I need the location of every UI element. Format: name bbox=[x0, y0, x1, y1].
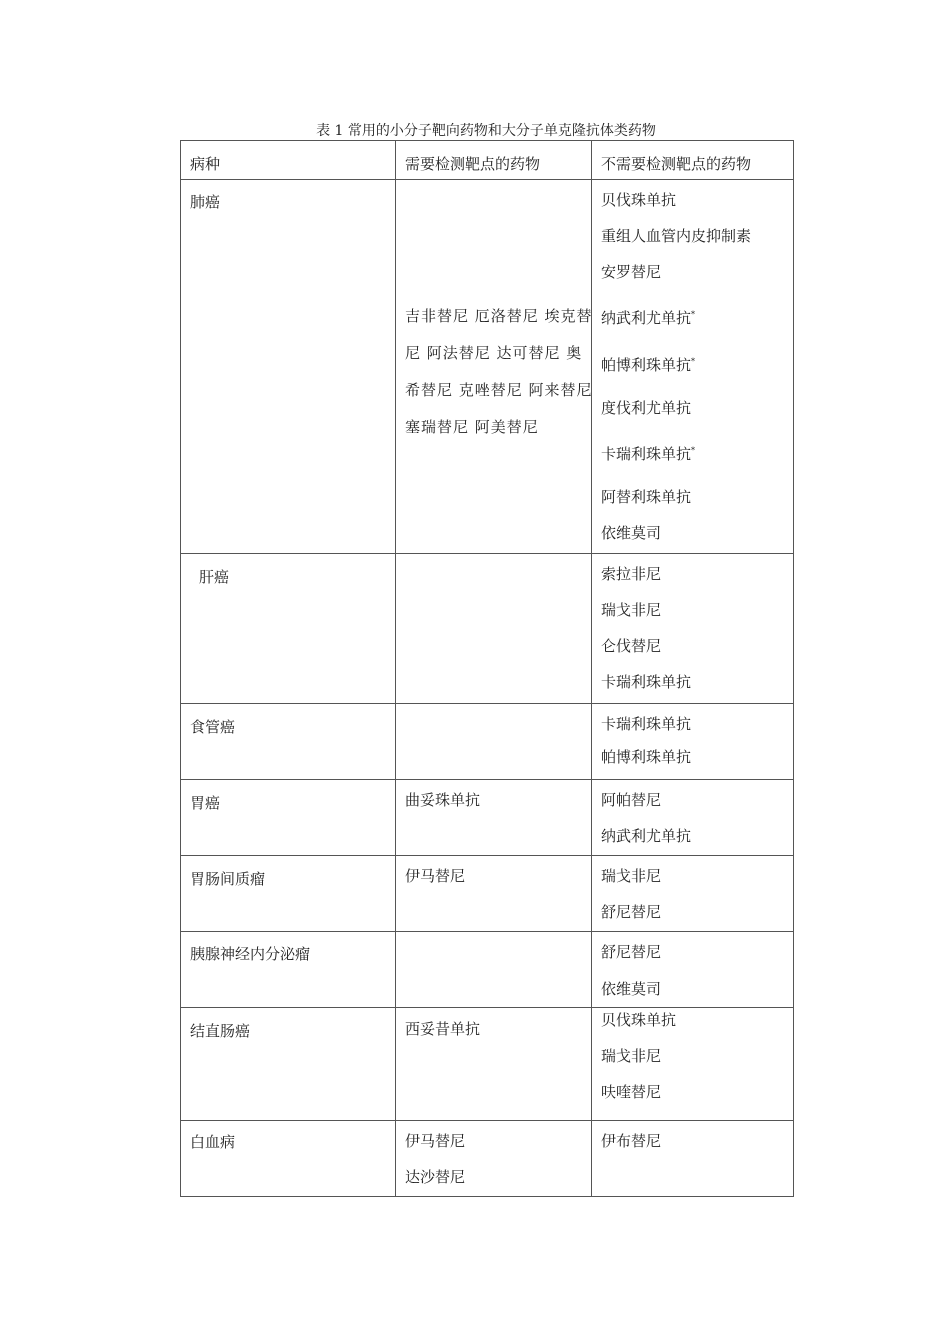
table-row bbox=[181, 704, 794, 780]
header-disease: 病种 bbox=[190, 155, 221, 173]
drug-item: 依维莫司 bbox=[601, 980, 662, 998]
header-cell-no-target bbox=[592, 141, 794, 180]
table-row bbox=[181, 1121, 794, 1197]
drug-item: 卡瑞利珠单抗* bbox=[601, 445, 696, 463]
disease-cell bbox=[181, 1121, 396, 1197]
no-target-drug-list bbox=[601, 858, 661, 930]
drug-table bbox=[180, 140, 794, 1197]
drug-item: 舒尼替尼 bbox=[601, 903, 662, 921]
drug-item: 舒尼替尼 bbox=[601, 943, 662, 961]
disease-name: 胰腺神经内分泌瘤 bbox=[190, 945, 311, 963]
no-target-drug-list bbox=[601, 708, 691, 774]
disease-name: 胃肠间质瘤 bbox=[190, 870, 266, 888]
drug-item: 索拉非尼 bbox=[601, 565, 662, 583]
drug-item: 伊马替尼 bbox=[405, 867, 466, 885]
needs-target-drug-list bbox=[405, 1123, 465, 1195]
drug-item: 卡瑞利珠单抗 bbox=[601, 673, 692, 691]
no-target-cell bbox=[592, 180, 794, 554]
drug-item: 达沙替尼 bbox=[405, 1168, 466, 1186]
drug-item: 西妥昔单抗 bbox=[405, 1020, 481, 1038]
drug-item: 贝伐珠单抗 bbox=[601, 191, 677, 209]
needs-target-cell bbox=[396, 704, 592, 780]
disease-name: 白血病 bbox=[190, 1133, 236, 1151]
table-row bbox=[181, 780, 794, 856]
no-target-cell bbox=[592, 932, 794, 1008]
no-target-cell bbox=[592, 1121, 794, 1197]
disease-cell bbox=[181, 932, 396, 1008]
needs-target-cell bbox=[396, 180, 592, 554]
needs-target-drug-list: 吉非替尼 厄洛替尼 埃克替尼 阿法替尼 达可替尼 奥希替尼 克唑替尼 阿来替尼 塞瑞替尼 阿美替尼 bbox=[405, 307, 593, 436]
needs-target-cell bbox=[396, 1008, 592, 1121]
no-target-drug-list bbox=[601, 182, 751, 551]
disease-name: 结直肠癌 bbox=[190, 1022, 251, 1040]
header-cell-needs-target bbox=[396, 141, 592, 180]
no-target-cell bbox=[592, 704, 794, 780]
disease-name: 肝癌 bbox=[199, 568, 230, 586]
disease-cell bbox=[181, 704, 396, 780]
drug-item: 瑞戈非尼 bbox=[601, 867, 662, 885]
needs-target-cell bbox=[396, 554, 592, 704]
drug-item: 贝伐珠单抗 bbox=[601, 1011, 677, 1029]
disease-name: 胃癌 bbox=[190, 794, 221, 812]
no-target-cell bbox=[592, 856, 794, 932]
header-no-target: 不需要检测靶点的药物 bbox=[601, 155, 752, 173]
drug-item: 安罗替尼 bbox=[601, 263, 662, 281]
table-row bbox=[181, 932, 794, 1008]
table-row bbox=[181, 856, 794, 932]
no-target-cell bbox=[592, 1008, 794, 1121]
drug-item: 卡瑞利珠单抗 bbox=[601, 715, 692, 733]
needs-target-drug-list bbox=[405, 1011, 480, 1047]
no-target-cell bbox=[592, 780, 794, 856]
needs-target-cell bbox=[396, 932, 592, 1008]
no-target-drug-list bbox=[601, 556, 691, 700]
disease-cell bbox=[181, 554, 396, 704]
drug-item: 伊马替尼 bbox=[405, 1132, 466, 1150]
drug-item: 阿替利珠单抗 bbox=[601, 488, 692, 506]
no-target-drug-list bbox=[601, 934, 661, 1008]
drug-item: 曲妥珠单抗 bbox=[405, 791, 481, 809]
needs-target-cell bbox=[396, 856, 592, 932]
needs-target-drug-list bbox=[405, 782, 480, 818]
needs-target-cell bbox=[396, 780, 592, 856]
table-row bbox=[181, 180, 794, 554]
drug-item: 帕博利珠单抗* bbox=[601, 356, 696, 374]
drug-item: 瑞戈非尼 bbox=[601, 601, 662, 619]
drug-item: 阿帕替尼 bbox=[601, 791, 662, 809]
drug-item: 伊布替尼 bbox=[601, 1132, 662, 1150]
table-row bbox=[181, 554, 794, 704]
header-needs-target: 需要检测靶点的药物 bbox=[405, 155, 541, 173]
table-header-row bbox=[181, 141, 794, 180]
no-target-drug-list bbox=[601, 782, 691, 854]
drug-item: 重组人血管内皮抑制素 bbox=[601, 227, 752, 245]
disease-cell bbox=[181, 180, 396, 554]
disease-cell bbox=[181, 856, 396, 932]
disease-cell bbox=[181, 780, 396, 856]
drug-item: 依维莫司 bbox=[601, 524, 662, 542]
drug-item: 纳武利尤单抗 bbox=[601, 827, 692, 845]
table-caption: 表 1 常用的小分子靶向药物和大分子单克隆抗体类药物 bbox=[316, 123, 656, 139]
drug-item: 帕博利珠单抗 bbox=[601, 748, 692, 766]
disease-name: 食管癌 bbox=[190, 718, 236, 736]
disease-name: 肺癌 bbox=[190, 193, 221, 211]
header-cell-disease bbox=[181, 141, 396, 180]
no-target-drug-list bbox=[601, 1123, 661, 1159]
no-target-drug-list bbox=[601, 1002, 676, 1110]
drug-item: 仑伐替尼 bbox=[601, 637, 662, 655]
drug-item: 纳武利尤单抗* bbox=[601, 309, 696, 327]
drug-item: 呋喹替尼 bbox=[601, 1083, 662, 1101]
table-row bbox=[181, 1008, 794, 1121]
disease-cell bbox=[181, 1008, 396, 1121]
needs-target-cell bbox=[396, 1121, 592, 1197]
needs-target-drug-list bbox=[405, 858, 465, 894]
no-target-cell bbox=[592, 554, 794, 704]
drug-item: 瑞戈非尼 bbox=[601, 1047, 662, 1065]
drug-item: 度伐利尤单抗 bbox=[601, 399, 692, 417]
